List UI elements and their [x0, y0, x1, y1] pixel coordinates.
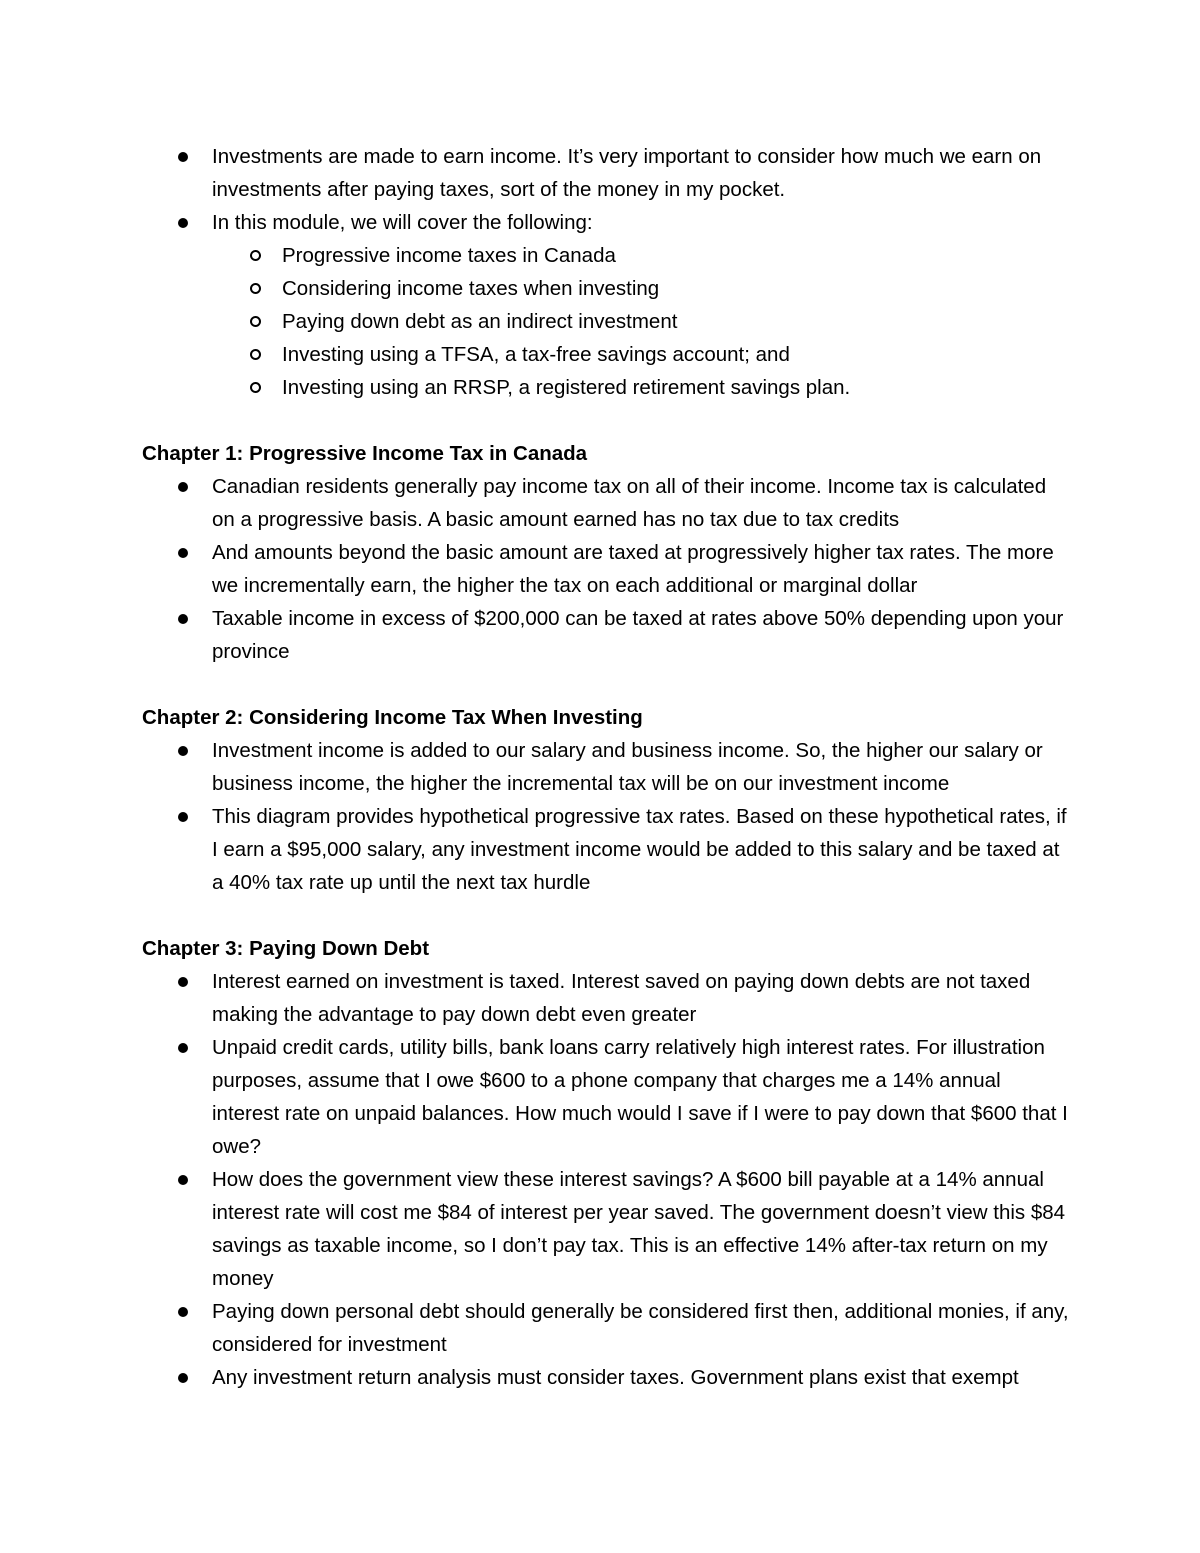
- list-item-text: And amounts beyond the basic amount are taxed at progressively higher tax rates. The more we incrementally earn, the higher the tax on each additional or marginal dollar: [212, 541, 1054, 597]
- sub-list-item-text: Progressive income taxes in Canada: [282, 244, 616, 267]
- sub-list-item-text: Paying down debt as an indirect investment: [282, 310, 678, 333]
- bullet-icon: [178, 218, 188, 228]
- hollow-bullet-icon: [250, 250, 261, 261]
- sub-list-item: [212, 239, 1072, 272]
- list-item-text: Taxable income in excess of $200,000 can be taxed at rates above 50% depending upon your province: [212, 607, 1064, 663]
- bullet-icon: [178, 152, 188, 162]
- bullet-icon: [178, 614, 188, 624]
- sub-list-item: [212, 272, 1072, 305]
- sub-list-item: [212, 338, 1072, 371]
- list-item: [142, 734, 1072, 800]
- hollow-bullet-icon: [250, 283, 261, 294]
- bullet-icon: [178, 1373, 188, 1383]
- document-body: [142, 140, 1072, 1394]
- bullet-icon: [178, 1307, 188, 1317]
- chapter-3-list: [142, 965, 1072, 1394]
- list-item: [142, 1163, 1072, 1295]
- list-item-text: Unpaid credit cards, utility bills, bank loans carry relatively high interest rates. For illustration purposes, assume that I owe $600 to a phone company that charges me a 14% annual interest rate on unpaid balances. How much would I save if I were to pay down that $600 that I owe?: [212, 1036, 1068, 1158]
- list-item: [142, 800, 1072, 899]
- bullet-icon: [178, 1175, 188, 1185]
- hollow-bullet-icon: [250, 382, 261, 393]
- chapter-3-heading: Chapter 3: Paying Down Debt: [142, 937, 430, 960]
- list-item: [142, 965, 1072, 1031]
- list-item: [142, 470, 1072, 536]
- list-item: [142, 1295, 1072, 1361]
- list-item: [142, 1031, 1072, 1163]
- list-item-text: Canadian residents generally pay income tax on all of their income. Income tax is calculated on a progressive basis. A basic amount earned has no tax due to tax credits: [212, 475, 1047, 531]
- sub-list-item-text: Considering income taxes when investing: [282, 277, 660, 300]
- list-item-text: This diagram provides hypothetical progressive tax rates. Based on these hypothetical rates, if I earn a $95,000 salary, any investment income would be added to this salary and be taxed at a 40% tax rate up until the next tax hurdle: [212, 805, 1067, 894]
- bullet-icon: [178, 977, 188, 987]
- bullet-icon: [178, 482, 188, 492]
- chapter-2-heading: Chapter 2: Considering Income Tax When Investing: [142, 706, 643, 729]
- list-item: [142, 1361, 1072, 1394]
- intro-list: [142, 140, 1072, 404]
- hollow-bullet-icon: [250, 349, 261, 360]
- list-item-text: Investments are made to earn income. It’s very important to consider how much we earn on investments after paying taxes, sort of the money in my pocket.: [212, 145, 1042, 201]
- bullet-icon: [178, 812, 188, 822]
- list-item-text: Any investment return analysis must consider taxes. Government plans exist that exempt: [212, 1366, 1019, 1389]
- sub-list-item: [212, 371, 1072, 404]
- sub-list-item-text: Investing using a TFSA, a tax-free savings account; and: [282, 343, 790, 366]
- bullet-icon: [178, 1043, 188, 1053]
- list-item: [142, 536, 1072, 602]
- bullet-icon: [178, 746, 188, 756]
- list-item: [142, 140, 1072, 206]
- list-item-text: In this module, we will cover the following:: [212, 211, 593, 234]
- bullet-icon: [178, 548, 188, 558]
- chapter-2-list: [142, 734, 1072, 899]
- list-item: [142, 602, 1072, 668]
- list-item-text: How does the government view these interest savings? A $600 bill payable at a 14% annual interest rate will cost me $84 of interest per year saved. The government doesn’t view this $84 savings as taxable income, so I don’t pay tax. This is an effective 14% after-tax return on my money: [212, 1168, 1066, 1290]
- list-item: [142, 206, 1072, 404]
- list-item-text: Paying down personal debt should generally be considered first then, additional monies, if any, considered for investment: [212, 1300, 1069, 1356]
- sub-list-item-text: Investing using an RRSP, a registered retirement savings plan.: [282, 376, 851, 399]
- module-topics-list: [212, 239, 1072, 404]
- sub-list-item: [212, 305, 1072, 338]
- list-item-text: Investment income is added to our salary and business income. So, the higher our salary or business income, the higher the incremental tax will be on our investment income: [212, 739, 1043, 795]
- chapter-1-heading: Chapter 1: Progressive Income Tax in Canada: [142, 442, 588, 465]
- list-item-text: Interest earned on investment is taxed. Interest saved on paying down debts are not taxed making the advantage to pay down debt even greater: [212, 970, 1031, 1026]
- chapter-1-list: [142, 470, 1072, 668]
- hollow-bullet-icon: [250, 316, 261, 327]
